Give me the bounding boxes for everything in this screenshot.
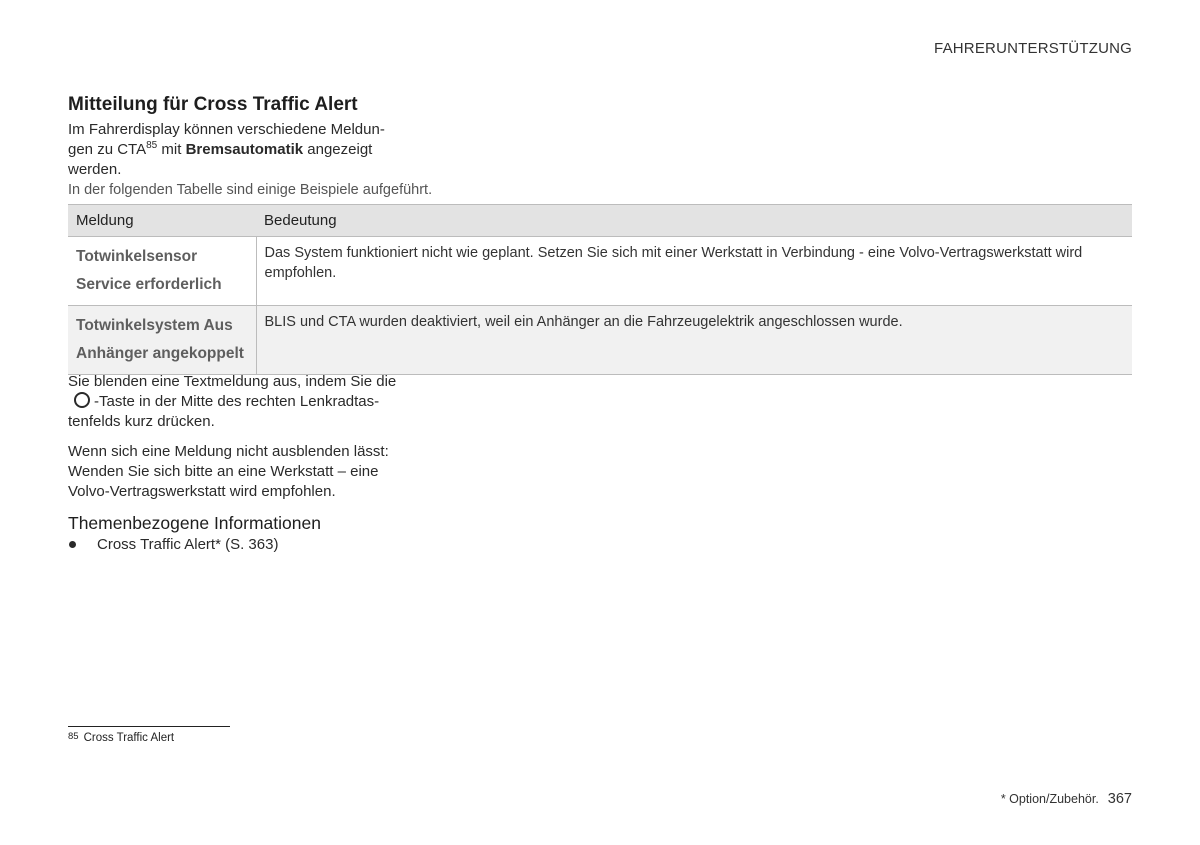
list-item[interactable] [68,535,278,555]
table-row [68,237,1132,306]
footnote-divider [68,726,230,727]
message-line: Service erforderlich [76,276,222,293]
page-title: Mitteilung für Cross Traffic Alert [68,94,358,115]
dismiss-line-2 [68,392,408,412]
message-cell [68,237,256,306]
table-intro: In der folgenden Tabelle sind einige Beispiele aufgeführt. [68,182,433,198]
circle-button-icon [74,392,90,408]
intro-line-2-pre: gen zu CTA [68,141,147,158]
table-row [68,306,1132,375]
intro-line-2 [68,140,398,160]
page-number: 367 [1107,791,1132,807]
message-line: Totwinkelsensor [76,248,198,265]
intro-line-1: Im Fahrerdisplay können verschiedene Meldun- [68,121,385,138]
message-cell [68,306,256,375]
dismiss-paragraph [68,372,408,432]
message-table [68,204,1132,375]
persist-paragraph [68,442,408,502]
dismiss-line-2-text: -Taste in der Mitte des rechten Lenkradtas- [94,393,380,410]
footnote-number: 85 [68,731,79,742]
related-info-list [68,535,278,555]
section-header: FAHRERUNTERSTÜTZUNG [934,40,1132,57]
page-footer [1001,791,1132,807]
persist-line-2: Wenden Sie sich bitte an eine Werkstatt – eine [68,463,379,480]
footnote-reference[interactable]: 85 [146,140,158,151]
column-header-meaning: Bedeutung [256,205,1132,237]
meaning-cell: BLIS und CTA wurden deaktiviert, weil ein Anhänger an die Fahrzeugelektrik angeschlossen wurde. [256,306,1132,375]
intro-line-2-mid: mit [157,141,186,158]
footnote [68,731,174,744]
related-info-heading: Themenbezogene Informationen [68,513,321,533]
footnote-text: Cross Traffic Alert [83,732,175,744]
message-line: Anhänger angekoppelt [76,345,244,362]
option-note: * Option/Zubehör. [1000,792,1099,806]
intro-line-3: werden. [68,161,122,178]
table-header-row [68,205,1132,237]
message-line: Totwinkelsystem Aus [76,317,233,334]
bullet-icon [69,541,76,548]
intro-paragraph [68,120,398,180]
column-header-message: Meldung [68,205,256,237]
related-link[interactable]: Cross Traffic Alert* (S. 363) [97,536,279,553]
intro-line-2-post: angezeigt [303,141,373,158]
meaning-cell: Das System funktioniert nicht wie geplant. Setzen Sie sich mit einer Werkstatt in Verbindung - eine Volvo-Vertragswerkstatt wird empfohlen. [256,237,1132,306]
persist-line-3: Volvo-Vertragswerkstatt wird empfohlen. [68,483,336,500]
persist-line-1: Wenn sich eine Meldung nicht ausblenden lässt: [68,443,389,460]
dismiss-line-3: tenfelds kurz drücken. [68,413,215,430]
dismiss-line-1: Sie blenden eine Textmeldung aus, indem Sie die [68,373,397,390]
intro-bold-term: Bremsautomatik [185,141,304,158]
